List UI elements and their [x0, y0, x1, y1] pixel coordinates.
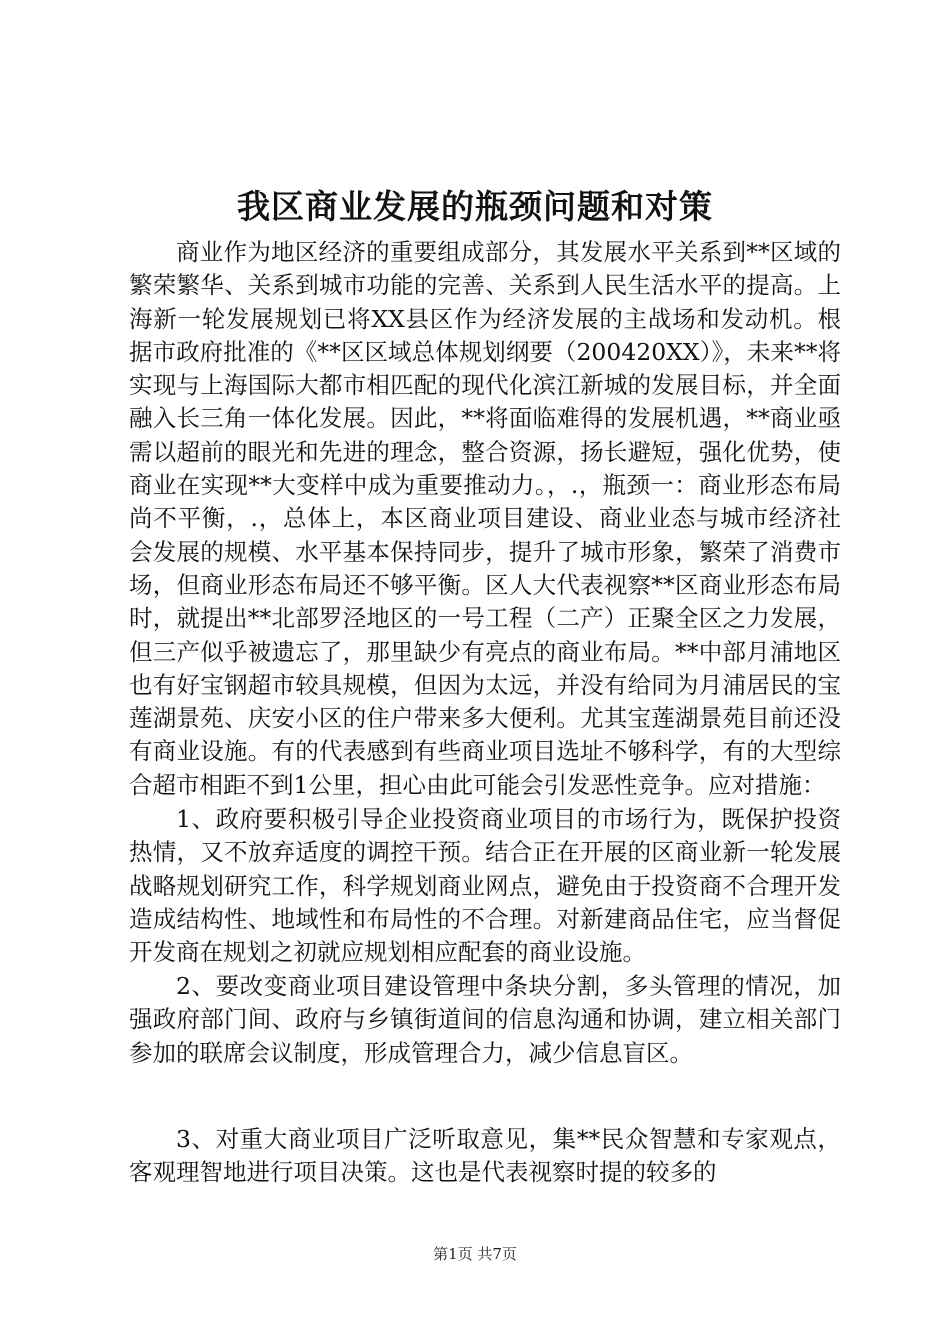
page-footer: 第1页 共7页 — [433, 1245, 517, 1263]
paragraph-intro: 商业作为地区经济的重要组成部分，其发展水平关系到**区域的繁荣繁华、关系到城市功能的完善、关系到人民生活水平的提高。上海新一轮发展规划已将XX县区作为经济发展的主战场和发动机。根据市政府批准的《**区区域总体规划纲要（200420XX）》，未来**将实现与上海国际大都市相匹配的现代化滨江新城的发展目标，并全面融入长三角一体化发展。因此，**将面临难得的发展机遇，**商业亟需以超前的眼光和先进的理念，整合资源，扬长避短，强化优势，使商业在实现**大变样中成为重要推动力。，.，瓶颈一：商业形态布局尚不平衡，.，总体上，本区商业项目建设、商业业态与城市经济社会发展的规模、水平基本保持同步，提升了城市形象，繁荣了消费市场，但商业形态布局还不够平衡。区人大代表视察**区商业形态布局时，就提出**北部罗泾地区的一号工程（二产）正聚全区之力发展，但三产似乎被遗忘了，那里缺少有亮点的商业布局。**中部月浦地区也有好宝钢超市较具规模，但因为太远，并没有给同为月浦居民的宝莲湖景苑、庆安小区的住户带来多大便利。尤其宝莲湖景苑目前还没有商业设施。有的代表感到有些商业项目选址不够科学，有的大型综合超市相距不到1公里，担心由此可能会引发恶性竞争。应对措施： — [129, 238, 841, 799]
paragraph-measure-1: 1、政府要积极引导企业投资商业项目的市场行为，既保护投资热情，又不放弃适度的调控干预。结合正在开展的区商业新一轮发展战略规划研究工作，科学规划商业网点，避免由于投资商不合理开发造成结构性、地域性和布局性的不合理。对新建商品住宅，应当督促开发商在规划之初就应规划相应配套的商业设施。 — [129, 805, 841, 967]
paragraph-measure-3: 3、对重大商业项目广泛听取意见，集**民众智慧和专家观点，客观理智地进行项目决策。这也是代表视察时提的较多的 — [129, 1125, 841, 1187]
document-title: 我区商业发展的瓶颈问题和对策 — [237, 187, 713, 226]
paragraph-measure-2: 2、要改变商业项目建设管理中条块分割，多头管理的情况，加强政府部门间、政府与乡镇街道间的信息沟通和协调，建立相关部门参加的联席会议制度，形成管理合力，减少信息盲区。 — [129, 972, 841, 1067]
